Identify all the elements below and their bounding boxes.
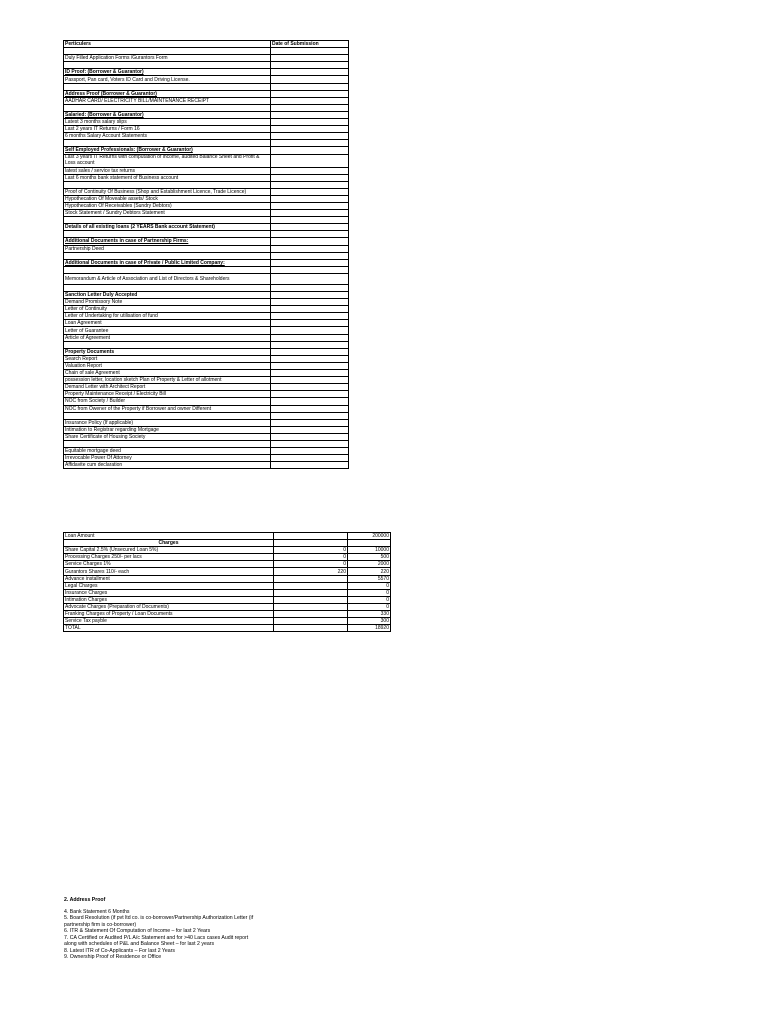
notes-line: partnership firm is co-borrower)	[64, 921, 137, 928]
notes-line: 4. Bank Statement 6 Months	[64, 908, 130, 915]
date-of-submission-cell	[271, 104, 349, 111]
charges-heading-row	[64, 540, 391, 547]
notes-line: 6. ITR & Statement Of Computation of Income – for last 2 Years	[64, 928, 211, 934]
table-row	[64, 133, 349, 140]
notes-line: 7. CA Certified or Audited P/L A/c Statement and for >40 Lacs cases Audit report	[64, 934, 249, 941]
date-of-submission-cell	[271, 377, 349, 384]
date-of-submission-cell	[271, 126, 349, 133]
particulars-cell: Hypothecation Of Moveable assets/ Stock	[64, 195, 271, 202]
particulars-cell: Letter of Undertaking for utilisation of fund	[64, 313, 271, 320]
date-of-submission-cell	[271, 440, 349, 447]
charge-label: Franking Charges of Property / Loan Documents	[64, 611, 274, 618]
notes-list	[64, 909, 324, 961]
notes-line: 9. Ownership Proof of Residence or Office	[64, 954, 162, 960]
documents-checklist-table	[63, 40, 349, 469]
table-row	[64, 238, 349, 245]
charge-amount: 0	[348, 582, 391, 589]
table-row	[64, 259, 349, 266]
charge-amount: 300	[348, 618, 391, 625]
particulars-cell: Last 2 years IT Returns / Form 16	[64, 126, 271, 133]
date-of-submission-cell	[271, 55, 349, 62]
charges-heading: Charges	[64, 540, 274, 547]
date-of-submission-cell	[271, 320, 349, 327]
charge-amount: 5570	[348, 575, 391, 582]
charge-amount: 330	[348, 611, 391, 618]
table-row	[64, 426, 349, 433]
particulars-cell: Affidavite cum declaration	[64, 462, 271, 469]
particulars-cell	[64, 440, 271, 447]
loan-amount-label: Loan Amount	[64, 533, 274, 540]
particulars-cell: Valuation Report	[64, 362, 271, 369]
table-row	[64, 55, 349, 62]
date-of-submission-cell	[271, 90, 349, 97]
table-row	[64, 391, 349, 398]
date-of-submission-cell	[271, 334, 349, 341]
table-row	[64, 320, 349, 327]
date-of-submission-cell	[271, 154, 349, 167]
charge-row	[64, 568, 391, 575]
loan-amount-value: 200000	[348, 533, 391, 540]
table-row	[64, 69, 349, 76]
charge-row	[64, 589, 391, 596]
table-row	[64, 154, 349, 167]
date-of-submission-cell	[271, 306, 349, 313]
table-row	[64, 97, 349, 104]
table-row	[64, 306, 349, 313]
charge-computed-value	[274, 611, 348, 618]
table-row	[64, 405, 349, 412]
charge-label: Advocate Charges (Preparation of Documents)	[64, 603, 274, 610]
particulars-cell: Duly Filled Application Forms /Gurantors Form	[64, 55, 271, 62]
charge-row	[64, 575, 391, 582]
charge-amount: 2000	[348, 561, 391, 568]
particulars-cell: Loan Agreement	[64, 320, 271, 327]
particulars-cell: Address Proof (Borrower & Guarantor)	[64, 90, 271, 97]
particulars-cell: Demand Promissory Note	[64, 299, 271, 306]
charge-label: Service Charges 1%	[64, 561, 274, 568]
charge-row	[64, 554, 391, 561]
charge-amount: 500	[348, 554, 391, 561]
particulars-cell: Proof of Continuity Of Business (Shop and Establishment Licence, Trade Licence)	[64, 188, 271, 195]
table-row	[64, 341, 349, 348]
charge-label: Advance installment	[64, 575, 274, 582]
charge-label: Intimation Charges	[64, 596, 274, 603]
charge-amount: 18920	[348, 625, 391, 632]
date-of-submission-cell	[271, 245, 349, 252]
particulars-cell	[64, 341, 271, 348]
table-row	[64, 355, 349, 362]
table-row	[64, 83, 349, 90]
charge-label: Service Tax payble	[64, 618, 274, 625]
table-row	[64, 217, 349, 224]
date-of-submission-cell	[271, 147, 349, 154]
date-of-submission-cell	[271, 48, 349, 55]
particulars-cell	[64, 104, 271, 111]
date-of-submission-cell	[271, 210, 349, 217]
date-of-submission-cell	[271, 426, 349, 433]
table-row	[64, 224, 349, 231]
date-of-submission-cell	[271, 266, 349, 273]
date-of-submission-cell	[271, 284, 349, 291]
notes-line: 5. Board Resolution (if pvt ltd co. is co-borrower/Partnership Authorization Letter (if	[64, 915, 254, 921]
table-row	[64, 398, 349, 405]
column-header-date-of-submission: Date of Submission	[271, 41, 349, 48]
table-row	[64, 334, 349, 341]
charge-computed-value: 220	[274, 568, 348, 575]
date-of-submission-cell	[271, 455, 349, 462]
table-row	[64, 448, 349, 455]
table-row	[64, 348, 349, 355]
particulars-cell: Additional Documents in case of Private / Public Limited Company:	[64, 259, 271, 266]
table-row	[64, 377, 349, 384]
table-row	[64, 433, 349, 440]
particulars-cell: Equitable mortgage deed	[64, 448, 271, 455]
date-of-submission-cell	[271, 412, 349, 419]
particulars-cell: Last 6 months bank statement of Business account	[64, 174, 271, 181]
table-row	[64, 167, 349, 174]
date-of-submission-cell	[271, 195, 349, 202]
table-row	[64, 440, 349, 447]
table-row	[64, 370, 349, 377]
charge-label: Share Capital 2.5% (Unsecured Loan 5%)	[64, 547, 274, 554]
column-header-particulars: Perticulers	[64, 41, 271, 48]
particulars-cell: Property Maintenance Receipt / Electricity Bill	[64, 391, 271, 398]
charge-computed-value: 0	[274, 561, 348, 568]
charge-label: TOTAL	[64, 625, 274, 632]
date-of-submission-cell	[271, 119, 349, 126]
date-of-submission-cell	[271, 398, 349, 405]
charge-computed-value	[274, 575, 348, 582]
date-of-submission-cell	[271, 462, 349, 469]
table-row	[64, 412, 349, 419]
charge-amount: 0	[348, 603, 391, 610]
charge-label: Legal Charges	[64, 582, 274, 589]
particulars-cell	[64, 181, 271, 188]
date-of-submission-cell	[271, 174, 349, 181]
date-of-submission-cell	[271, 391, 349, 398]
table-row	[64, 104, 349, 111]
date-of-submission-cell	[271, 419, 349, 426]
date-of-submission-cell	[271, 224, 349, 231]
table-row	[64, 195, 349, 202]
table-row	[64, 202, 349, 209]
charge-label: Insurance Charges	[64, 589, 274, 596]
particulars-cell: Search Report	[64, 355, 271, 362]
charge-computed-value	[274, 589, 348, 596]
date-of-submission-cell	[271, 202, 349, 209]
date-of-submission-cell	[271, 273, 349, 284]
particulars-cell: Latest 3 months salary slips	[64, 119, 271, 126]
particulars-cell: Property Documents	[64, 348, 271, 355]
table-row	[64, 210, 349, 217]
particulars-cell: Letter of Guarantee	[64, 327, 271, 334]
table-row	[64, 181, 349, 188]
date-of-submission-cell	[271, 188, 349, 195]
particulars-cell: Letter of Continuity	[64, 306, 271, 313]
loan-charges-table	[63, 532, 391, 632]
table-row	[64, 245, 349, 252]
particulars-cell: latest sales / service tax returns	[64, 167, 271, 174]
table-row	[64, 384, 349, 391]
charge-row	[64, 561, 391, 568]
loan-amount-row	[64, 533, 391, 540]
charge-row	[64, 625, 391, 632]
charge-computed-value: 0	[274, 547, 348, 554]
table-cell	[348, 540, 391, 547]
date-of-submission-cell	[271, 448, 349, 455]
date-of-submission-cell	[271, 62, 349, 69]
particulars-cell	[64, 266, 271, 273]
particulars-cell	[64, 217, 271, 224]
particulars-cell: Memorandum & Article of Association and List of Directors & Shareholders	[64, 273, 271, 284]
date-of-submission-cell	[271, 217, 349, 224]
date-of-submission-cell	[271, 384, 349, 391]
particulars-cell: Demand Letter with Architect Report	[64, 384, 271, 391]
particulars-cell: Article of Agreement	[64, 334, 271, 341]
particulars-cell	[64, 284, 271, 291]
table-row	[64, 48, 349, 55]
table-cell	[274, 540, 348, 547]
charge-computed-value	[274, 582, 348, 589]
particulars-cell: Self Employed Professionals: (Borrower & Guarantor)	[64, 147, 271, 154]
date-of-submission-cell	[271, 238, 349, 245]
particulars-cell: possession letter, location sketch Plan of Property & Letter of allotment	[64, 377, 271, 384]
date-of-submission-cell	[271, 167, 349, 174]
particulars-cell: Intimation to Registrar regarding Mortgage	[64, 426, 271, 433]
date-of-submission-cell	[271, 355, 349, 362]
charge-row	[64, 618, 391, 625]
charge-computed-value: 0	[274, 554, 348, 561]
particulars-cell: Last 3 years IT Returns with computation of income, audited Balance Sheet and Profit & Loss account	[64, 154, 271, 167]
particulars-cell: Salaried: (Borrower & Guarantor)	[64, 111, 271, 118]
notes-line: along with schedules of P&L and Balance Sheet – for last 2 years	[64, 941, 215, 947]
date-of-submission-cell	[271, 259, 349, 266]
table-row	[64, 327, 349, 334]
charge-amount: 0	[348, 596, 391, 603]
table-row	[64, 462, 349, 469]
date-of-submission-cell	[271, 405, 349, 412]
table-row	[64, 362, 349, 369]
particulars-cell: Partnership Deed	[64, 245, 271, 252]
table-row	[64, 90, 349, 97]
date-of-submission-cell	[271, 252, 349, 259]
particulars-cell: ID Proof: (Borrower & Guarantor)	[64, 69, 271, 76]
date-of-submission-cell	[271, 111, 349, 118]
table-row	[64, 231, 349, 238]
date-of-submission-cell	[271, 362, 349, 369]
table-header-row	[64, 41, 349, 48]
particulars-cell: Irrevocable Power Of Attorney	[64, 455, 271, 462]
particulars-cell: AADHAR CARD/ ELECTRICITY BILL/MAINTENANCE RECEIPT	[64, 97, 271, 104]
date-of-submission-cell	[271, 313, 349, 320]
charge-row	[64, 603, 391, 610]
date-of-submission-cell	[271, 83, 349, 90]
particulars-cell	[64, 83, 271, 90]
charge-computed-value	[274, 625, 348, 632]
particulars-cell: NOC from Society / Builder	[64, 398, 271, 405]
date-of-submission-cell	[271, 341, 349, 348]
particulars-cell: Passport, Pan card, Voters ID Card and Driving License.	[64, 76, 271, 83]
particulars-cell: Additional Documents in case of Partnership Firms:	[64, 238, 271, 245]
date-of-submission-cell	[271, 181, 349, 188]
particulars-cell	[64, 231, 271, 238]
particulars-cell	[64, 140, 271, 147]
charge-amount: 0	[348, 589, 391, 596]
date-of-submission-cell	[271, 76, 349, 83]
table-row	[64, 266, 349, 273]
table-row	[64, 273, 349, 284]
particulars-cell: Sanction Letter Duly Accepted	[64, 292, 271, 299]
table-row	[64, 419, 349, 426]
date-of-submission-cell	[271, 370, 349, 377]
table-row	[64, 76, 349, 83]
date-of-submission-cell	[271, 292, 349, 299]
date-of-submission-cell	[271, 97, 349, 104]
charge-label: Processing Charges 250/- per lacs	[64, 554, 274, 561]
notes-line: 8. Latest ITR of Co-Applicants – For last 2 Years	[64, 947, 176, 954]
table-row	[64, 119, 349, 126]
charge-label: Gurantors Shares 110/- each	[64, 568, 274, 575]
charge-row	[64, 611, 391, 618]
particulars-cell	[64, 412, 271, 419]
table-row	[64, 313, 349, 320]
charge-computed-value	[274, 603, 348, 610]
particulars-cell	[64, 48, 271, 55]
date-of-submission-cell	[271, 69, 349, 76]
particulars-cell: Stock Statement / Sundry Debtors Statement	[64, 210, 271, 217]
particulars-cell: NOC from Owener of the Property if Borrower and owner Different	[64, 405, 271, 412]
table-row	[64, 126, 349, 133]
table-row	[64, 299, 349, 306]
particulars-cell: Chain of sale Agreement	[64, 370, 271, 377]
table-row	[64, 455, 349, 462]
table-row	[64, 292, 349, 299]
charge-amount: 220	[348, 568, 391, 575]
particulars-cell	[64, 62, 271, 69]
date-of-submission-cell	[271, 299, 349, 306]
document-notes	[64, 897, 324, 961]
table-row	[64, 284, 349, 291]
notes-heading: 2. Address Proof	[64, 897, 106, 903]
date-of-submission-cell	[271, 327, 349, 334]
date-of-submission-cell	[271, 133, 349, 140]
table-row	[64, 140, 349, 147]
particulars-cell: 6 months Salary Account Statements	[64, 133, 271, 140]
table-row	[64, 174, 349, 181]
particulars-cell: Hypothecation Of Receivables (Sundry Debtors)	[64, 202, 271, 209]
particulars-cell	[64, 252, 271, 259]
particulars-cell: Share Certificate of Housing Society	[64, 433, 271, 440]
particulars-cell: Details of all existing loans (2 YEARS Bank account Statement)	[64, 224, 271, 231]
table-row	[64, 147, 349, 154]
table-row	[64, 111, 349, 118]
charge-row	[64, 596, 391, 603]
charge-amount: 10000	[348, 547, 391, 554]
table-row	[64, 252, 349, 259]
charge-row	[64, 547, 391, 554]
charge-row	[64, 582, 391, 589]
date-of-submission-cell	[271, 433, 349, 440]
date-of-submission-cell	[271, 140, 349, 147]
particulars-cell: Insurance Policy (If applicable)	[64, 419, 271, 426]
charge-computed-value	[274, 618, 348, 625]
date-of-submission-cell	[271, 348, 349, 355]
table-row	[64, 62, 349, 69]
table-row	[64, 188, 349, 195]
charge-computed-value	[274, 596, 348, 603]
date-of-submission-cell	[271, 231, 349, 238]
table-cell	[274, 533, 348, 540]
